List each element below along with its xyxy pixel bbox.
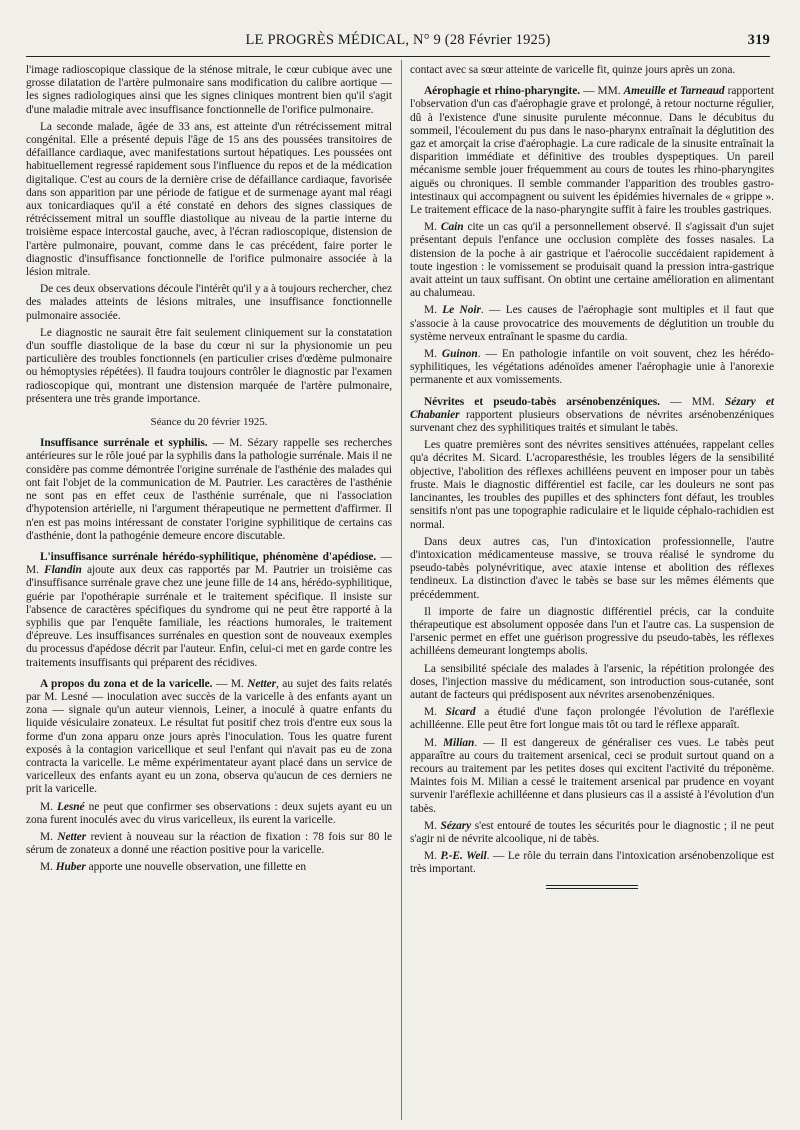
section-title: L'insuffisance surrénale hérédo-syphilitique, phénomène d'apédiose. (40, 550, 377, 563)
paragraph (410, 820, 774, 846)
paragraph (26, 551, 392, 670)
right-column (410, 64, 774, 1124)
author-name: Guinon (441, 348, 478, 361)
paragraph-body: a étudié d'une façon prolongée l'évolution de l'aréflexie achilléenne. Elle peut être fort longue mais tôt ou tard le réflexe apparaît. (410, 706, 774, 732)
paragraph (410, 396, 774, 436)
page-number: 319 (747, 32, 770, 48)
paragraph-body: s'est entouré de toutes les sécurités pour le diagnostic ; il ne peut s'agir ni de névrite alcoolique, ni de tabès. (410, 819, 774, 845)
paragraph-pre: M. (424, 221, 441, 234)
author-name: Sicard (445, 706, 476, 719)
paragraph-body: . — Les causes de l'aérophagie sont multiples et il faut que s'associe à la cause provocatrice des mouvements de déglutition un trouble du système nerveux entraînant le spasme du cardia. (410, 304, 774, 343)
paragraph-pre: — MM. (659, 395, 725, 408)
paragraph (26, 801, 392, 827)
left-column (26, 64, 392, 1124)
paragraph-body: rapportent l'observation d'un cas d'aérophagie grave et prolongé, à retour nocturne régulier, dû à l'existence d'une sinusite purulente méconnue. Dans le décubitus du sommeil, l'écoulement du pus dans le naso-pharynx entraînait la déglutition des gaz et amorçait la crise d'aérophagie. La cure radicale de la sinusite entraînait la disparition immédiate et définitive des troubles dyspeptiques. Un pareil mécanisme semble jouer fréquemment au cours de toutes les rhino-pharyngites aiguës ou chroniques. Il semble commander l'apparition des troubles gastro-intestinaux qui accompagnent ou suivent les épidémies hivernales de « grippe ». Le traitement efficace de la naso-pharyngite suffit à faire les troubles gastriques. (410, 85, 774, 217)
paragraph-body: ne peut que confirmer ses observations : deux sujets ayant eu un zona furent inoculés avec du virus varicelleux, ils eurent la varicelle. (26, 800, 392, 826)
paragraph-pre: M. (424, 850, 441, 863)
end-rule (546, 885, 638, 889)
section-title: A propos du zona et de la varicelle. (40, 677, 213, 690)
paragraph-body: ajoute aux deux cas rapportés par M. Pautrier un troisième cas d'insuffisance surrénale grave chez une jeune fille de 14 ans, hérédo-syphilitique, guérie par l'opothérapie surrénale et le traitement spécifique. Il insiste sur l'absence de caractères spécifiques du syndrome qui ne peut être rapporté à la syphilis que par l'enquête familiale, les réactions humorales, le traitement d'épreuve. Les insuffisances surrénales en question sont de nouveaux exemples du processus d'apédose décrit par l'auteur. Enfin, celui-ci met en garde contre les traitements insuffisants qui préparent des récidives. (26, 564, 392, 669)
author-name: Lesné (56, 800, 85, 813)
page-header (26, 30, 770, 57)
paragraph-pre: M. (424, 736, 443, 749)
paragraph-pre: M. (424, 304, 443, 317)
author-name: Sézary (440, 819, 472, 832)
paragraph: contact avec sa sœur atteinte de varicelle fit, quinze jours après un zona. (410, 64, 736, 76)
author-name: Sézary et Chabanier (410, 395, 774, 421)
paragraph-body: — M. Sézary rappelle ses recherches antérieures sur le rôle joué par la syphilis dans la pathologie surrénale. Mais il ne considère pas comme démontrée l'origine surrénale de l'asthénie des malades qui ont fait l'objet de la communication de M. Pautrier. Les caractères de l'asthénie ne sont pas en effet ceux de l'asthénie surrénale, que ni l'association d'hypotension artérielle, ni l'argument thérapeutique ne permettent d'affirmer. Il n'en est pas moins intéressant de constater l'origine syphilitique de certains cas d'asthénie, dont la pathogénie demeure encore discutable. (26, 437, 392, 542)
paragraph-pre: — MM. (580, 85, 624, 98)
paragraph (26, 861, 392, 874)
paragraph: Le diagnostic ne saurait être fait seulement cliniquement sur la constatation d'un souffle diastolique de la base du cœur ni sur la physionomie un peu particulière des troubles fonctionnels (en particulier crises d'œdème pulmonaire ou hémoptysies répétées). Il faudra toujours contrôler le diagnostic par l'examen radioscopique qui, montrant une distension marquée de l'artère pulmonaire, présentera une très grande importance. (26, 326, 392, 405)
section-title: Névrites et pseudo-tabès arsénobenzéniques. (424, 395, 660, 408)
paragraph-pre: M. (40, 861, 56, 874)
paragraph (410, 348, 774, 388)
paragraph (26, 437, 392, 543)
paragraph-body: rapportent plusieurs observations de névrites arsénobenzéniques survenant chez des syphilitiques traités et simulant le tabès. (410, 408, 774, 435)
author-name: Huber (55, 861, 86, 874)
paragraph (410, 850, 774, 876)
session-heading: Séance du 20 février 1925. (150, 416, 268, 429)
paragraph (410, 304, 774, 344)
paragraph-body: . — Il est dangereux de généraliser ces vues. Le tabès peut apparaître au cours du traitement arsenical, ceci se produit surtout quand on a recours au traitement par les petites doses qui excitent l'activité du tréponème. Maintes fois M. Milian a cessé le traitement arsenical par prudence en voyant survenir l'aréflexie achilléenne et dans plusieurs cas il a assisté à l'évolution d'un tabès. (410, 736, 774, 815)
paragraph-pre: M. (40, 800, 57, 813)
paragraph (410, 737, 774, 816)
author-name: Ameuille et Tarneaud (623, 85, 725, 98)
paragraph: l'image radioscopique classique de la sténose mitrale, le cœur cubique avec une grosse dilatation de l'artère pulmonaire sans modification du calibre aortique — les signes radiologiques ainsi que les signes cliniques montrent bien qu'il s'agit d'une maladie mitrale avec insuffisance fonctionnelle de l'orifice pulmonaire. (26, 64, 392, 116)
paragraph (410, 221, 774, 300)
paragraph (410, 85, 774, 217)
paragraph: La seconde malade, âgée de 33 ans, est atteinte d'un rétrécissement mitral congénital. Elle a présenté depuis l'âge de 15 ans des poussées transitoires de défaillance cardiaque, avec manifestations surtout hépatiques. Les poussées ont habituellement regressé rapidement sous l'influence du repos et de la médication digitalique. C'est au cours de la dernière crise de défaillance cardiaque, favorisée dans son apparition par une période de fatigue et de surmenage ayant mal réagi aux tonicardiaques qu'il a été constaté en dehors des signes classiques de rétrécissement mitral un souffle diastolique au niveau de la partie interne du troisième espace intercostal gauche, avec, à l'écran radioscopique, distension de l'artère pulmonaire, pouvant, comme dans le cas précédent, faire porter le diagnostic d'insuffisance fonctionnelle de l'orifice pulmonaire associée à la lésion mitrale. (26, 120, 392, 279)
author-name: P.-E. Weil (440, 850, 487, 863)
column-divider (401, 60, 402, 1120)
paragraph-body: cite un cas qu'il a personnellement observé. Il s'agissait d'un sujet présentant depuis l'enfance une occlusion complète des fosses nasales. La distension de la poche à air gastrique et l'aérocolie succédaient rapidement à toute ingestion : le vomissement se produisait quand la pression intra-gastrique avait atteint un taux suffisant. On obtint une certaine amélioration en alimentant au chalumeau. (410, 221, 774, 300)
paragraph-body: . — En pathologie infantile on voit souvent, chez les hérédo-syphilitiques, les végétations adénoïdes amener l'aérophagie unie à l'anorexie permanente et aux vomissements. (410, 348, 774, 387)
paragraph: De ces deux observations découle l'intérêt qu'il y a à toujours rechercher, chez des malades atteints de lésions mitrales, une insuffisance fonctionnelle pulmonaire associée. (26, 283, 392, 322)
paragraph-pre: — M. (212, 677, 248, 690)
paragraph-body: revient à nouveau sur la réaction de fixation : 78 fois sur 80 le sérum de zonateux a donné une réaction positive pour la varicelle. (26, 830, 392, 857)
author-name: Netter (57, 830, 87, 843)
running-title: LE PROGRÈS MÉDICAL, N° 9 (28 Février 1925) (245, 32, 551, 48)
paragraph: Il importe de faire un diagnostic différentiel précis, car la conduite thérapeutique est absolument opposée dans l'un et l'autre cas. La suspension de l'arsenic permet en effet une guérison progressive du pseudo-tabès, les réflexes achilléens demeurant longtemps abolis. (410, 605, 774, 658)
paragraph: Dans deux autres cas, l'un d'intoxication professionnelle, l'autre d'intoxication médicamenteuse massive, se trouva réalisé le syndrome du pseudo-tabès polynévritique, avec ataxie intense et abolition des réflexes tendineux. La distinction d'avec le tabès se base sur les mêmes éléments que précédemment. (410, 535, 774, 601)
paragraph: Les quatre premières sont des névrites sensitives atténuées, rappelant celles qu'a décrites M. Sicard. L'acroparesthésie, les troubles légers de la sensibilité objective, l'abolition des réflexes achilléens peuvent en imposer pour un tabès fruste. Mais le diagnostic différentiel est facile, car les douleurs ne sont pas lancinantes, les troubles des pupilles et des sphincters font défaut, les troubles sensitifs n'ont pas une topographie radiculaire et le liquide céphalo-rachidien est normal. (410, 439, 774, 531)
paragraph-pre: M. (424, 819, 441, 832)
paragraph-body: apporte une nouvelle observation, une fillette en (85, 861, 307, 874)
section-title: Insuffisance surrénale et syphilis. (40, 437, 208, 450)
section-title: Aérophagie et rhino-pharyngite. (424, 85, 581, 98)
paragraph-pre: M. (424, 706, 446, 719)
paragraph (410, 706, 774, 732)
paragraph-pre: M. (424, 348, 442, 361)
paragraph: La sensibilité spéciale des malades à l'arsenic, la répétition prolongée des doses, l'injection massive du médicament, son introduction sous-cutanée, sont autant de facteurs qui prédisposent aux névrites arsenobenzéniques. (410, 662, 774, 701)
paragraph-pre: — M. (26, 550, 392, 577)
author-name: Cain (440, 221, 464, 234)
author-name: Le Noir (442, 304, 481, 317)
paragraph-body: , au sujet des faits relatés par M. Lesné — inoculation avec succès de la varicelle à des enfants ayant un zona — signale qu'un auteur viennois, Leiner, a inoculé à quatre enfants du liquide vésiculaire zonateux. Le résultat fut positif chez trois d'entre eux sous la forme d'un zona apparu onze jours après l'inoculation. Tous les quatre furent exposés à la contagion varicellique et seul l'enfant qui n'avait pas eu de zona contracta la varicelle. Le même expérimentateur ayant placé dans un service de varicelleux des enfants ayant eu un zona, observa qu'aucun de ces derniers ne prit la varicelle. (26, 677, 392, 796)
paragraph-body: . — Le rôle du terrain dans l'intoxication arsénobenzolique est très important. (410, 850, 774, 876)
paragraph (26, 831, 392, 857)
paragraph (26, 678, 392, 797)
author-name: Netter (247, 677, 277, 690)
author-name: Flandin (44, 564, 82, 577)
author-name: Milian (442, 736, 475, 749)
paragraph-pre: M. (40, 830, 58, 843)
